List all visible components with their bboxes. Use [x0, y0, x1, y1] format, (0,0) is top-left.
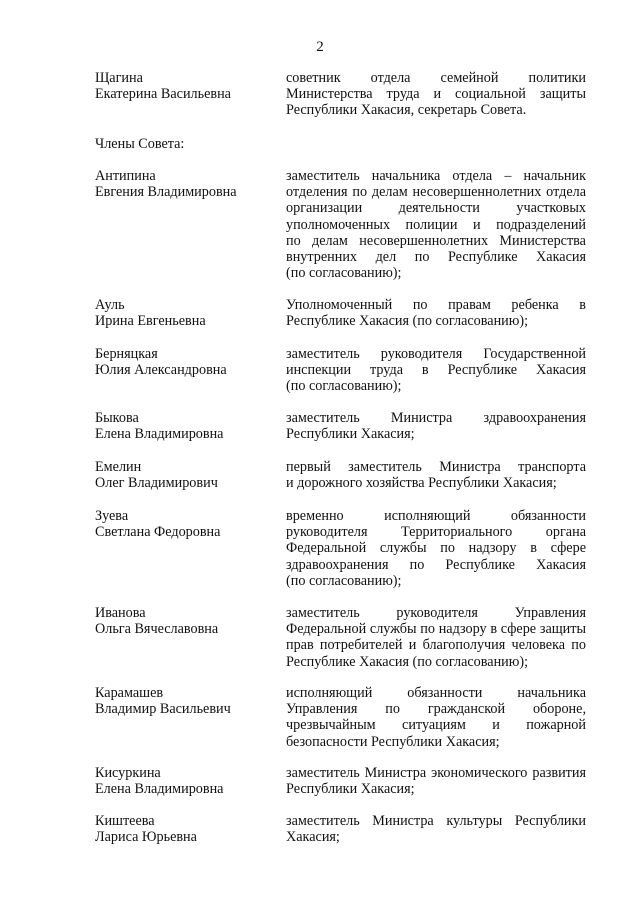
- surname: Емелин: [95, 459, 142, 475]
- role-line: Республике Хакасия (по согласованию);: [286, 313, 529, 330]
- given-names: Елена Владимировна: [95, 781, 224, 798]
- role-line: безопасности Республики Хакасия;: [286, 733, 500, 750]
- role-line: (по согласованию);: [286, 265, 402, 282]
- given-names: Юлия Александровна: [95, 362, 227, 379]
- member-name: [95, 410, 270, 442]
- member-role: [286, 346, 586, 395]
- member-name: [95, 346, 270, 378]
- role-line: Республики Хакасия;: [286, 426, 415, 443]
- role-line: (по согласованию);: [286, 572, 402, 589]
- role-line: внутренних дел по Республике Хакасия: [286, 249, 586, 266]
- given-names: Евгения Владимировна: [95, 184, 237, 201]
- given-names: Елена Владимировна: [95, 426, 224, 443]
- role-line: Уполномоченный по правам ребенка в: [286, 297, 586, 313]
- member-name: [95, 765, 270, 797]
- role-line: организации деятельности участковых: [286, 200, 586, 217]
- surname: Киштеева: [95, 813, 155, 829]
- member-role: [286, 605, 586, 670]
- role-line: Управления по гражданской обороне,: [286, 701, 586, 718]
- given-names: Лариса Юрьевна: [95, 829, 197, 846]
- role-line: исполняющий обязанности начальника: [286, 685, 586, 701]
- member-role: [286, 297, 586, 329]
- role-line: заместитель руководителя Государственной: [286, 346, 586, 362]
- surname: Берняцкая: [95, 346, 158, 362]
- member-role: [286, 70, 586, 119]
- surname: Зуева: [95, 508, 129, 524]
- member-name: [95, 70, 270, 102]
- member-role: [286, 765, 586, 797]
- role-line: инспекции труда в Республике Хакасия: [286, 362, 586, 379]
- member-name: [95, 297, 270, 329]
- member-name: [95, 168, 270, 200]
- role-line: здравоохранения по Республике Хакасия: [286, 556, 586, 573]
- role-line: советник отдела семейной политики: [286, 70, 586, 86]
- member-name: [95, 508, 270, 540]
- given-names: Екатерина Васильевна: [95, 86, 231, 103]
- role-line: Республики Хакасия;: [286, 781, 415, 798]
- member-role: [286, 685, 586, 750]
- role-line: уполномоченных полиции и подразделений: [286, 216, 586, 233]
- member-role: [286, 410, 586, 442]
- member-role: [286, 508, 586, 589]
- role-line: заместитель Министра культуры Республики: [286, 813, 586, 829]
- member-role: [286, 813, 586, 845]
- surname: Антипина: [95, 168, 156, 184]
- surname: Быкова: [95, 410, 139, 426]
- surname: Щагина: [95, 70, 143, 86]
- surname: Ауль: [95, 297, 125, 313]
- role-line: Министерства труда и социальной защиты: [286, 86, 586, 103]
- member-name: [95, 459, 270, 491]
- surname: Карамашев: [95, 685, 164, 701]
- role-line: заместитель руководителя Управления: [286, 605, 586, 621]
- role-line: руководителя Территориального органа: [286, 524, 586, 541]
- role-line: Федеральной службы по надзору в сфере защиты: [286, 621, 586, 638]
- member-name: [95, 605, 270, 637]
- role-line: заместитель Министра экономического развития: [286, 765, 586, 781]
- role-line: Республики Хакасия, секретарь Совета.: [286, 102, 527, 119]
- role-line: (по согласованию);: [286, 378, 402, 395]
- given-names: Светлана Федоровна: [95, 524, 221, 541]
- role-line: первый заместитель Министра транспорта: [286, 459, 586, 475]
- members-heading: Члены Совета:: [95, 136, 185, 152]
- role-line: Хакасия;: [286, 829, 340, 846]
- role-line: чрезвычайным ситуациям и пожарной: [286, 717, 586, 734]
- role-line: заместитель начальника отдела – начальник: [286, 168, 586, 184]
- role-line: и дорожного хозяйства Республики Хакасия;: [286, 475, 557, 492]
- role-line: Республике Хакасия (по согласованию);: [286, 653, 529, 670]
- member-role: [286, 168, 586, 281]
- given-names: Владимир Васильевич: [95, 701, 231, 718]
- role-line: заместитель Министра здравоохранения: [286, 410, 586, 426]
- role-line: отделения по делам несовершеннолетних отдела: [286, 184, 586, 201]
- surname: Иванова: [95, 605, 146, 621]
- member-role: [286, 459, 586, 491]
- role-line: Федеральной службы по надзору в сфере: [286, 540, 586, 557]
- given-names: Олег Владимирович: [95, 475, 218, 492]
- given-names: Ирина Евгеньевна: [95, 313, 206, 330]
- member-name: [95, 685, 270, 717]
- page-number: 2: [316, 39, 324, 55]
- given-names: Ольга Вячеславовна: [95, 621, 219, 638]
- member-name: [95, 813, 270, 845]
- role-line: прав потребителей и благополучия человека по: [286, 637, 586, 654]
- role-line: по делам несовершеннолетних Министерства: [286, 232, 586, 249]
- surname: Кисуркина: [95, 765, 161, 781]
- role-line: временно исполняющий обязанности: [286, 508, 586, 524]
